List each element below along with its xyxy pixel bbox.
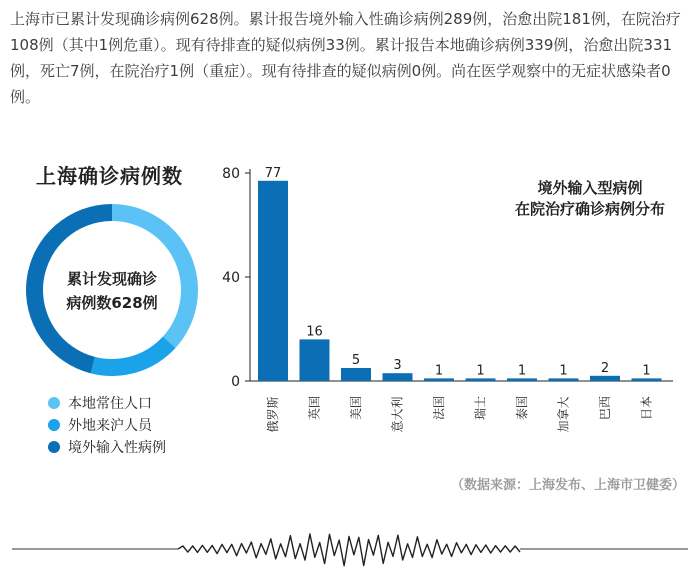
x-tick-label: 法国	[432, 395, 446, 420]
x-tick-label: 加拿大	[556, 396, 571, 433]
bar-value-label: 3	[393, 358, 402, 374]
bar-value-label: 2	[600, 360, 610, 376]
bar-value-label: 77	[264, 165, 282, 181]
donut-center-label: 病例数628例	[66, 294, 158, 312]
source-note: （数据来源：上海发布、上海市卫健委）	[450, 478, 685, 493]
bar-value-label: 16	[306, 324, 323, 340]
legend-label: 境外输入性病例	[68, 440, 166, 456]
y-tick-label: 80	[222, 166, 240, 182]
bar-chart-title: 在院治疗确诊病例分布	[514, 200, 666, 218]
donut-chart-title: 上海确诊病例数	[36, 164, 183, 188]
bar-value-label: 1	[476, 363, 485, 379]
bar-value-label: 1	[434, 363, 444, 379]
bar-chart-title: 境外输入型病例	[537, 179, 643, 197]
bar-value-label: 1	[559, 363, 568, 379]
x-tick-label: 巴西	[598, 395, 612, 420]
x-tick-label: 瑞士	[473, 395, 488, 420]
y-tick-label: 0	[231, 374, 240, 390]
x-tick-label: 美国	[349, 395, 363, 420]
bar-value-label: 1	[642, 363, 651, 379]
x-tick-label: 俄罗斯	[266, 396, 280, 433]
donut-center-label: 累计发现确诊	[66, 270, 158, 288]
x-tick-label: 日本	[639, 395, 654, 420]
intro-paragraph: 上海市已累计发现确诊病例628例。累计报告境外输入性确诊病例289例，治愈出院181例，在院治疗108例（其中1例危重）。现有待排查的疑似病例33例。累计报告本地确诊病例339例，治愈出院331例，死亡7例，在院治疗1例（重症）。现有待排查的疑似病例0例。尚在医学观察中的无症状感染者0例。	[10, 10, 681, 106]
x-tick-label: 泰国	[515, 395, 529, 420]
legend-label: 本地常住人口	[68, 396, 152, 412]
y-tick-label: 40	[222, 270, 240, 286]
bar-value-label: 5	[351, 353, 361, 368]
bar-value-label: 1	[517, 363, 527, 379]
legend-label: 外地来沪人员	[68, 418, 152, 434]
divider-wave-line	[178, 534, 520, 566]
x-tick-label: 英国	[307, 395, 322, 420]
x-tick-label: 意大利	[390, 396, 405, 433]
